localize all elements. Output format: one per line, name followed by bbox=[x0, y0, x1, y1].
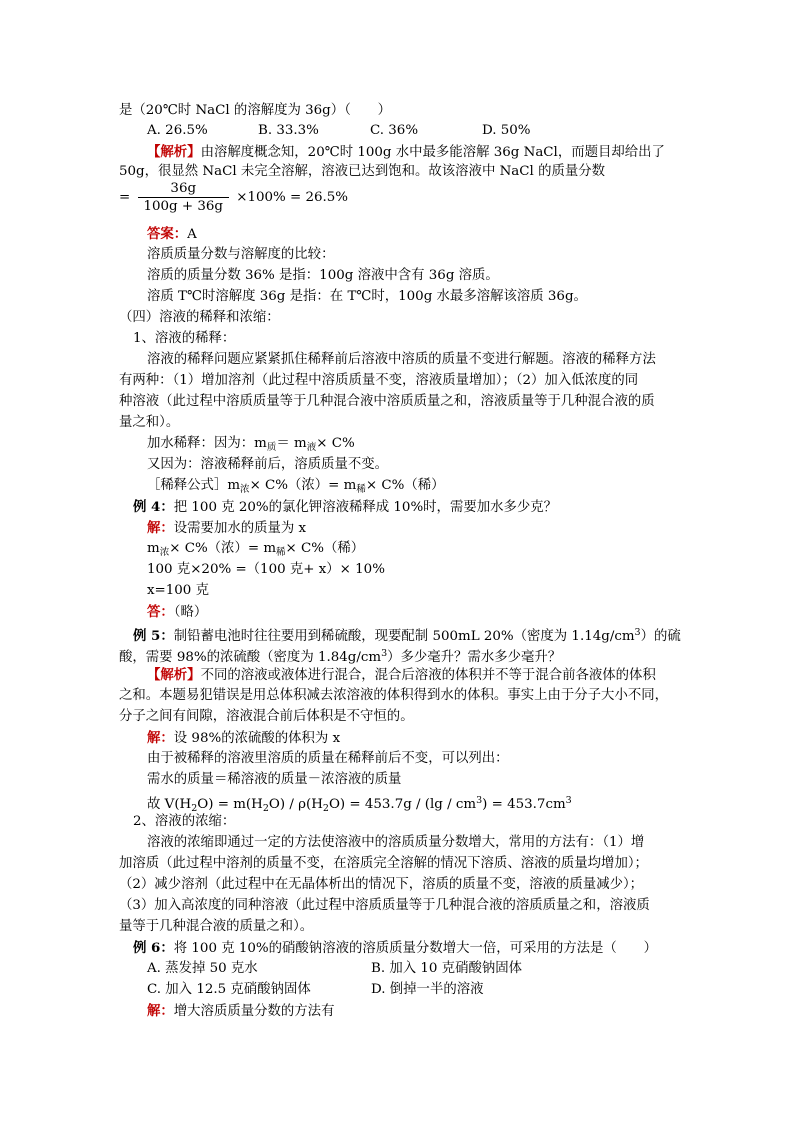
ex5-solution-line2: 由于被稀释的溶液里溶质的质量在稀释前后不变，可以列出： bbox=[147, 751, 509, 766]
ex5-solution-line4: 故 $V(H_2O) = m(H_2O) / \rho(H_2O) = 453.7g / (\lg / cm^3) = 453.7cm^3$ bbox=[147, 795, 572, 814]
ex5-question-line2: 酸，需要 98%的浓硫酸（密度为 $1.84g/cm^3$）多少毫升？需水多少毫升？ bbox=[119, 648, 562, 665]
ex6-options-row2 bbox=[147, 980, 484, 1000]
example-title: 例 5： bbox=[133, 628, 174, 644]
dilution-para-line4: 量之和）。 bbox=[119, 415, 180, 430]
analysis-tag: 【解析】 bbox=[147, 667, 201, 683]
dilution-subheading: 1、溶液的稀释： bbox=[133, 331, 236, 346]
concentration-para-line3: （2）减少溶剂（此过程中在无晶体析出的情况下，溶质的质量不变，溶液的质量减少）； bbox=[119, 877, 644, 892]
comparison-line1: 溶质的质量分数 36% 是指：100g 溶液中含有 36g 溶质。 bbox=[147, 268, 499, 283]
concentration-para-line2: 加溶质（此过程中溶剂的质量不变，在溶质完全溶解的情况下溶质、溶液的质量均增加）； bbox=[119, 856, 648, 871]
ex5-question-line1: 例 5：制铅蓄电池时往往要用到稀硫酸，现要配制 500mL 20%（密度为 $1.14g/cm^3$）的硫 bbox=[133, 627, 681, 644]
ex3-analysis-line1: 【解析】由溶解度概念知，20℃时 100g 水中最多能溶解 36g NaCl，而题目却给出了 bbox=[147, 144, 665, 160]
option-c: C. 加入 12.5 克硝酸钠固体 bbox=[147, 982, 311, 997]
ex5-solution-line3: 需水的质量＝稀溶液的质量－浓溶液的质量 bbox=[147, 772, 402, 787]
option-b: B. 加入 10 克硝酸钠固体 bbox=[371, 961, 523, 976]
solution-tag: 解： bbox=[147, 730, 174, 746]
ex5-analysis-line1: 【解析】不同的溶液或液体进行混合，混合后溶液的体积并不等于混合前各液体的体积 bbox=[147, 667, 656, 683]
section4-heading: （四）溶液的稀释和浓缩： bbox=[119, 310, 280, 325]
analysis-tag: 【解析】 bbox=[147, 144, 201, 160]
ex4-solution-line4: x=100 克 bbox=[147, 583, 209, 598]
ex4-question: 例 4：把 100 克 20%的氯化钾溶液稀释成 10%时，需要加水多少克？ bbox=[133, 499, 558, 515]
fraction: $\frac{36g}{100g + 36g}$ bbox=[138, 180, 229, 215]
option-a: A. 26.5% bbox=[147, 123, 208, 138]
ex6-question: 例 6：将 100 克 10%的硝酸钠溶液的溶质质量分数增大一倍，可采用的方法是（ ） bbox=[133, 940, 657, 956]
water-dilution-line1: 加水稀释：因为：$m_质= m_液\times C\%$ bbox=[147, 436, 355, 453]
ex5-solution-line1: 解：设 98%的浓硫酸的体积为 x bbox=[147, 730, 341, 746]
option-d: D. 50% bbox=[482, 123, 531, 138]
ex3-analysis-line2: 50g，很显然 NaCl 未完全溶解，溶液已达到饱和。故该溶液中 NaCl 的质量分数 bbox=[119, 164, 606, 179]
comparison-line2: 溶质 T℃时溶解度 36g 是指：在 T℃时，100g 水最多溶解该溶质 36g。 bbox=[147, 289, 587, 304]
ex4-solution-line3: 100 克×20% =（100 克+ x）× 10% bbox=[147, 562, 385, 577]
dilution-formula: ［稀释公式$]m_浓\times C\%$（浓）= $m_稀\times C\%$（稀） bbox=[147, 478, 445, 495]
example-title: 例 4： bbox=[133, 499, 174, 515]
dilution-para-line2: 有两种：（1）增加溶剂（此过程中溶质质量不变，溶液质量增加）；（2）加入低浓度的同 bbox=[119, 373, 639, 388]
solution-tag: 解： bbox=[147, 1003, 174, 1019]
option-b: B. 33.3% bbox=[258, 123, 319, 138]
water-dilution-line2: 又因为：溶液稀释前后，溶质质量不变。 bbox=[147, 457, 389, 472]
concentration-subheading: 2、溶液的浓缩： bbox=[133, 814, 236, 829]
comparison-heading: 溶质质量分数与溶解度的比较： bbox=[147, 247, 335, 262]
ex5-analysis-line3: 分子之间有间隙，溶液混合前后体积是不守恒的。 bbox=[119, 709, 414, 724]
dilution-para-line1: 溶液的稀释问题应紧紧抓住稀释前后溶液中溶质的质量不变进行解题。溶液的稀释方法 bbox=[147, 352, 656, 367]
option-d: D. 倒掉一半的溶液 bbox=[371, 982, 484, 997]
answer-tag: 答： bbox=[147, 604, 174, 620]
option-a: A. 蒸发掉 50 克水 bbox=[147, 961, 258, 976]
option-c: C. 36% bbox=[370, 123, 419, 138]
dilution-para-line3: 种溶液（此过程中溶质质量等于几种混合液中溶质质量之和，溶液质量等于几种混合液的质 bbox=[119, 394, 655, 409]
ex3-answer: 答案：A bbox=[147, 226, 197, 242]
ex4-answer: 答：（略） bbox=[147, 604, 208, 620]
question-stem-tail: 是（20℃时 NaCl 的溶解度为 36g）（ ） bbox=[119, 103, 392, 118]
ex5-analysis-line2: 之和。本题易犯错误是用总体积减去浓溶液的体积得到水的体积。事实上由于分子大小不同， bbox=[119, 688, 669, 703]
question-options bbox=[147, 121, 531, 141]
concentration-para-line4: （3）加入高浓度的同种溶液（此过程中溶质质量等于几种混合液的溶质质量之和，溶液质 bbox=[119, 898, 650, 913]
example-title: 例 6： bbox=[133, 940, 174, 956]
solution-tag: 解： bbox=[147, 520, 174, 536]
ex6-solution-line1: 解：增大溶质质量分数的方法有 bbox=[147, 1003, 335, 1019]
concentration-para-line5: 量等于几种混合液的质量之和）。 bbox=[119, 919, 314, 934]
ex6-options-row1 bbox=[147, 959, 522, 979]
answer-tag: 答案： bbox=[147, 226, 188, 242]
concentration-para-line1: 溶液的浓缩即通过一定的方法使溶液中的溶质质量分数增大，常用的方法有：（1）增 bbox=[147, 835, 645, 850]
ex4-solution-line2: $m_浓\times C\%$（浓）= $m_稀\times C\%$（稀） bbox=[147, 541, 365, 558]
ex3-equation: = $\frac{36g}{100g + 36g}$ ×100% = 26.5% bbox=[119, 181, 349, 214]
ex4-solution-line1: 解：设需要加水的质量为 x bbox=[147, 520, 307, 536]
